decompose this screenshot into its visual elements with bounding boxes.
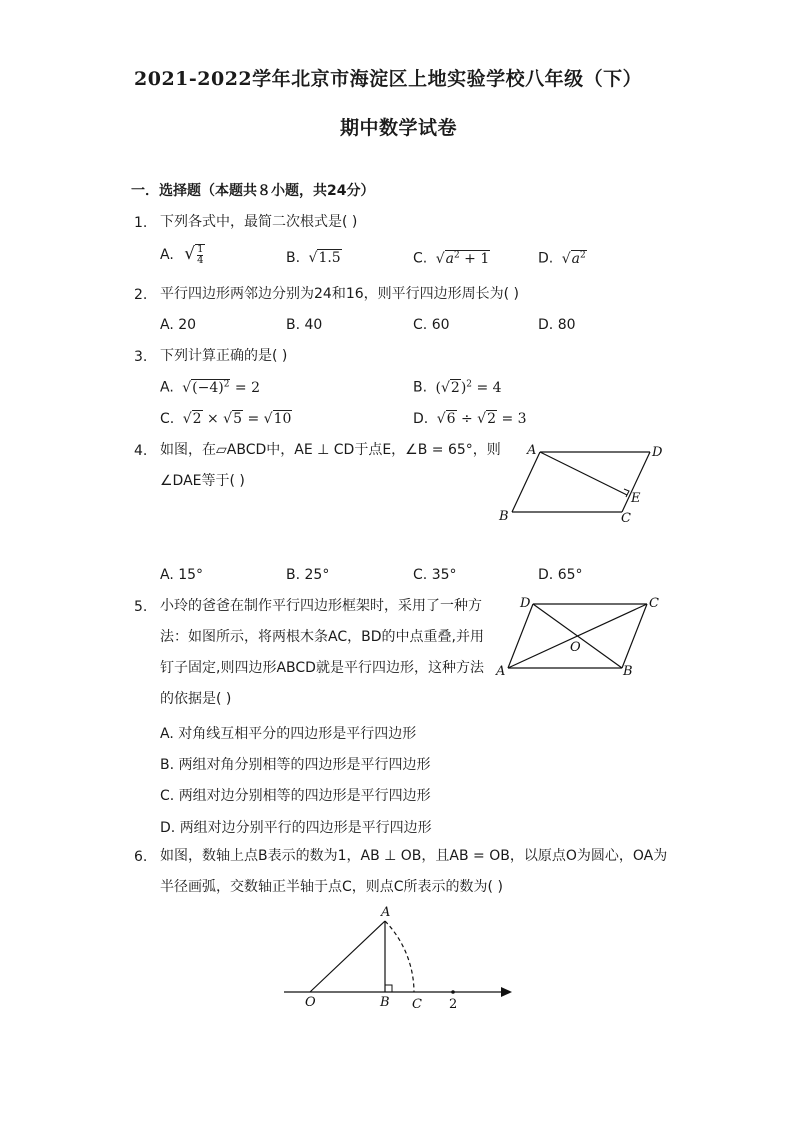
label-a: A: [527, 443, 537, 458]
arrow-head-icon: [501, 987, 512, 997]
label-c: C: [412, 997, 422, 1012]
right-angle-mark: [624, 489, 629, 497]
segment-oa: [310, 921, 385, 992]
option-label: C.: [413, 317, 428, 333]
option-a: [160, 317, 196, 333]
option-d: D. $√a^2$: [538, 250, 586, 267]
option-label: C.: [160, 411, 175, 427]
option-text: 两组对边分别相等的四边形是平行四边形: [178, 788, 431, 804]
option-text: 60: [431, 317, 450, 333]
label-c: C: [649, 596, 659, 611]
question-stem: 下列计算正确的是( ): [160, 348, 288, 364]
option-a: A. $√(-4)^2 = 2$: [160, 379, 260, 396]
option-c: [413, 317, 450, 333]
question-stem-line: 钉子固定,则四边形ABCD就是平行四边形，这种方法: [160, 660, 484, 676]
label-d: D: [520, 596, 531, 611]
option-label: C.: [160, 788, 175, 804]
option-a: A. √ 1 4: [160, 244, 204, 266]
option-label: B.: [286, 250, 301, 266]
option-label: C.: [413, 250, 428, 267]
point-two: [451, 990, 455, 994]
question-stem-line1: 如图，数轴上点B表示的数为1，AB ⊥ OB，且AB = OB，以原点O为圆心，OA为: [160, 848, 668, 864]
option-text: 两组对角分别相等的四边形是平行四边形: [178, 757, 431, 773]
option-a: [160, 567, 203, 583]
question-number: 1.: [134, 215, 148, 231]
question-number: 3.: [134, 349, 148, 365]
option-c: C. √2 × √5 = √10: [160, 411, 292, 427]
option-label: A.: [160, 567, 174, 583]
option-a: [160, 723, 416, 743]
option-text: 20: [178, 317, 197, 333]
option-label: D.: [538, 567, 554, 583]
question-stem-line: 小玲的爸爸在制作平行四边形框架时，采用了一种方: [160, 598, 482, 614]
option-label: A.: [160, 247, 174, 263]
option-c: [413, 567, 457, 583]
option-label: D.: [538, 250, 554, 267]
option-b: [286, 567, 329, 583]
label-c: C: [621, 511, 631, 526]
question-stem: 下列各式中，最简二次根式是( ): [160, 214, 358, 230]
parallelogram-figure: [490, 438, 670, 530]
question-stem-line2: ∠DAE等于( ): [160, 473, 245, 489]
option-text: 80: [557, 317, 576, 333]
arc-ac: [385, 921, 414, 992]
option-label: B.: [286, 317, 301, 333]
label-b: B: [623, 664, 633, 679]
option-label: D.: [538, 317, 554, 333]
option-label: B.: [286, 567, 301, 583]
option-text: 对角线互相平分的四边形是平行四边形: [178, 726, 417, 742]
exam-title: 2021-2022学年北京市海淀区上地实验学校八年级（下）: [134, 68, 643, 90]
option-label: B.: [413, 379, 428, 396]
option-d: [538, 567, 583, 583]
right-angle-mark: [385, 985, 392, 992]
diagonal-bd: [533, 604, 622, 668]
option-label: A.: [160, 726, 174, 742]
option-b: [160, 754, 431, 774]
label-two: 2: [449, 997, 458, 1012]
question-number: 6.: [134, 849, 148, 865]
option-b: B. $(√2)^2 = 4$: [413, 379, 502, 396]
option-b: B. √1.5: [286, 250, 341, 266]
option-label: A.: [160, 317, 174, 333]
question-number: 4.: [134, 443, 148, 459]
option-text: 35°: [431, 567, 457, 583]
question-number: 5.: [134, 599, 148, 615]
label-o: O: [570, 640, 581, 655]
label-a: A: [381, 905, 391, 920]
option-label: A.: [160, 379, 174, 396]
number-line-figure: [280, 900, 520, 1015]
option-d: D. √6 ÷ √2 = 3: [413, 411, 527, 427]
question-stem-line: 的依据是( ): [160, 691, 232, 707]
option-c: [160, 785, 431, 805]
option-text: 两组对边分别平行的四边形是平行四边形: [179, 820, 432, 836]
question-stem-line2: 半径画弧，交数轴正半轴于点C，则点C所表示的数为( ): [160, 879, 503, 895]
question-stem-line1: 如图，在▱ABCD中，AE ⊥ CD于点E，∠B = 65°，则: [160, 442, 501, 458]
label-a: A: [496, 664, 506, 679]
side-ab: [512, 452, 540, 512]
option-text: 25°: [304, 567, 330, 583]
segment-ae: [540, 452, 627, 495]
diagonals-figure: [490, 593, 670, 685]
option-d: [538, 317, 576, 333]
question-stem-line: 法：如图所示，将两根木条AC，BD的中点重叠,并用: [160, 629, 484, 645]
option-label: C.: [413, 567, 428, 583]
option-d: [160, 817, 432, 837]
option-label: B.: [160, 757, 175, 773]
label-o: O: [305, 995, 316, 1010]
option-text: 65°: [557, 567, 583, 583]
section-heading: 一．选择题（本题共８小题，共24分）: [131, 183, 375, 199]
question-number: 2.: [134, 287, 148, 303]
label-e: E: [631, 491, 641, 506]
label-b: B: [380, 995, 390, 1010]
option-b: [286, 317, 322, 333]
exam-subtitle: 期中数学试卷: [340, 117, 458, 139]
option-text: 40: [304, 317, 323, 333]
option-text: 15°: [178, 567, 204, 583]
option-label: D.: [160, 820, 176, 836]
label-b: B: [499, 509, 509, 524]
question-stem: 平行四边形两邻边分别为24和16，则平行四边形周长为( ): [160, 286, 520, 302]
option-label: D.: [413, 411, 429, 427]
option-c: C. $√a^2 + 1$: [413, 250, 490, 267]
label-d: D: [652, 445, 663, 460]
